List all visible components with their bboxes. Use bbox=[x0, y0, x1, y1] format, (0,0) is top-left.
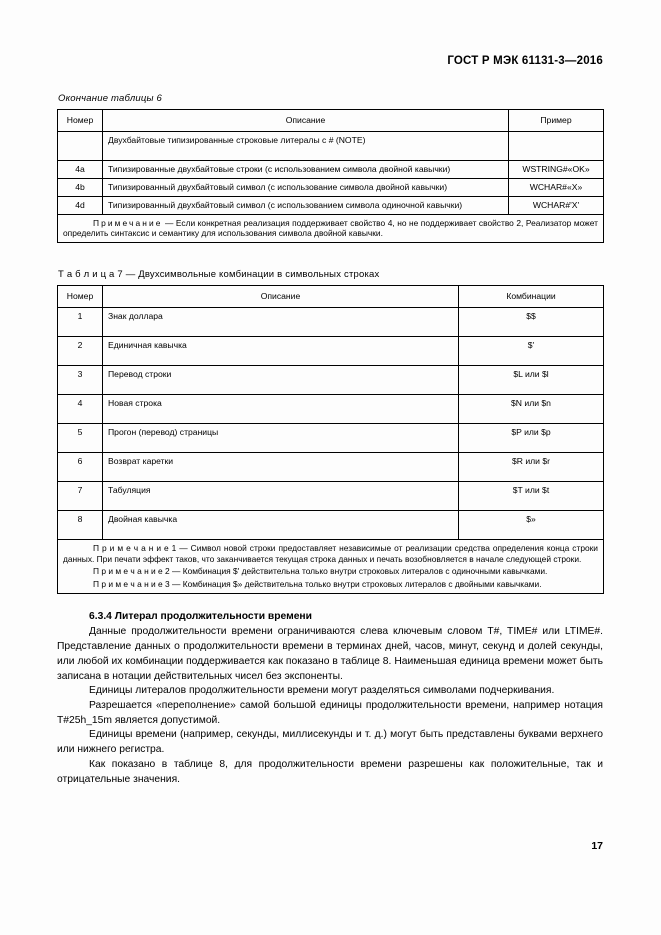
table7-cell-number: 6 bbox=[58, 452, 103, 481]
table7-cell-combination: $T или $t bbox=[459, 481, 604, 510]
table7-notes bbox=[58, 539, 604, 593]
table6-cell-example: WCHAR#'X' bbox=[509, 196, 604, 214]
table7-cell-combination: $L или $l bbox=[459, 365, 604, 394]
table7-caption bbox=[58, 269, 603, 280]
table7-cell-description: Прогон (перевод) страницы bbox=[103, 423, 459, 452]
table7-cell-combination: $$ bbox=[459, 307, 604, 336]
section-paragraph-5: Как показано в таблице 8, для продолжительности времени разрешены как положительные, так и отрицательные значения. bbox=[57, 758, 603, 785]
table7-cell-number: 4 bbox=[58, 394, 103, 423]
table7-col-description: Описание bbox=[103, 285, 459, 307]
table7-cell-number: 1 bbox=[58, 307, 103, 336]
table7-cell-combination: $R или $r bbox=[459, 452, 604, 481]
table7-note2 bbox=[63, 566, 598, 577]
table7-cell-number: 3 bbox=[58, 365, 103, 394]
table7-note3-text: — Комбинация $» действительна только внутри строковых литералов с двойными кавычками. bbox=[169, 578, 542, 589]
table7-caption-text: — Двухсимвольные комбинации в символьных строках bbox=[122, 268, 380, 280]
table6-note bbox=[58, 214, 604, 242]
page-content bbox=[57, 55, 603, 787]
table7-col-combination: Комбинации bbox=[459, 285, 604, 307]
section-paragraph-2: Единицы литералов продолжительности времени могут разделяться символами подчеркивания. bbox=[89, 685, 555, 697]
table-row bbox=[58, 423, 604, 452]
table7-cell-number: 8 bbox=[58, 510, 103, 539]
table6-cell-number: 4b bbox=[58, 178, 103, 196]
page-number: 17 bbox=[591, 840, 603, 852]
table7-note2-label: П р и м е ч а н и е 2 bbox=[93, 566, 170, 577]
section-paragraph-3: Разрешается «переполнение» самой большой единицы продолжительности времени, например нотация T#25h_15m является допустимой. bbox=[57, 700, 603, 726]
table6-note-paragraph bbox=[63, 218, 598, 239]
table6-cell-description: Типизированный двухбайтовый символ (с использование символа двойной кавычки) bbox=[103, 178, 509, 196]
table7-cell-number: 5 bbox=[58, 423, 103, 452]
table-7 bbox=[57, 285, 604, 594]
table-row bbox=[58, 365, 604, 394]
table7-header-row bbox=[58, 285, 604, 307]
table7-cell-number: 7 bbox=[58, 481, 103, 510]
table6-cell-number bbox=[58, 131, 103, 160]
table6-col-number: Номер bbox=[58, 110, 103, 132]
spacer-after-table6 bbox=[57, 243, 603, 269]
table6-cell-description: Двухбайтовые типизированные строковые литералы с # (NOTE) bbox=[103, 131, 509, 160]
table-row bbox=[58, 178, 604, 196]
section-heading-6-3-4: 6.3.4 Литерал продолжительности времени bbox=[89, 610, 312, 622]
table7-cell-description: Табуляция bbox=[103, 481, 459, 510]
table7-note3-label: П р и м е ч а н и е 3 bbox=[93, 578, 170, 589]
table-row bbox=[58, 160, 604, 178]
table7-cell-description: Возврат каретки bbox=[103, 452, 459, 481]
table6-cell-description: Типизированные двухбайтовые строки (с использованием символа двойной кавычки) bbox=[103, 160, 509, 178]
table6-cell-example bbox=[509, 131, 604, 160]
table7-cell-description: Единичная кавычка bbox=[103, 336, 459, 365]
section-paragraph-1: Данные продолжительности времени ограничиваются слева ключевым словом T#, TIME# или LTIME#. Представление данных о продолжительности времени в терминах дней, часов, минут, секунд и долей секунды, или любой их комбинации поддерживается как показано в таблице 8. Наименьшая единица времени может быть записана в нотации действительных чисел без экспоненты. bbox=[57, 626, 603, 682]
table7-cell-combination: $N или $n bbox=[459, 394, 604, 423]
table6-note-text: — Если конкретная реализация поддерживает свойство 4, но не поддерживает свойство 2, Реализатор может определить синтаксис и семантику для использования символа двойной кавычки. bbox=[63, 217, 598, 239]
table6-cell-number: 4d bbox=[58, 196, 103, 214]
table7-col-number: Номер bbox=[58, 285, 103, 307]
table7-note-row bbox=[58, 539, 604, 593]
document-standard-title: ГОСТ Р МЭК 61131-3—2016 bbox=[447, 55, 603, 67]
table7-note1 bbox=[63, 543, 598, 564]
table7-cell-description: Перевод строки bbox=[103, 365, 459, 394]
table7-cell-combination: $' bbox=[459, 336, 604, 365]
table7-cell-number: 2 bbox=[58, 336, 103, 365]
table7-cell-description: Знак доллара bbox=[103, 307, 459, 336]
table-row bbox=[58, 307, 604, 336]
table7-note1-text: — Символ новой строки предоставляет независимые от реализации средства определения конца строки данных. При печати эффект таков, что заканчивается текущая строка данных и печать возобновляется в начале следующей строки. bbox=[63, 542, 598, 564]
table-row bbox=[58, 131, 604, 160]
table6-cell-description: Типизированный двухбайтовый символ (с использованием символа одиночной кавычки) bbox=[103, 196, 509, 214]
table-6 bbox=[57, 109, 604, 243]
table7-note3 bbox=[63, 579, 598, 590]
table7-cell-combination: $» bbox=[459, 510, 604, 539]
table6-col-description: Описание bbox=[103, 110, 509, 132]
table6-header-row bbox=[58, 110, 604, 132]
table7-note2-text: — Комбинация $' действительна только внутри строковых литералов с одиночными кавычками. bbox=[169, 566, 548, 577]
section-paragraph-4: Единицы времени (например, секунды, миллисекунды и т. д.) могут быть представлены буквами верхнего или нижнего регистра. bbox=[57, 729, 603, 756]
table-row bbox=[58, 510, 604, 539]
table6-note-label: Примечание bbox=[93, 217, 163, 228]
table7-cell-description: Двойная кавычка bbox=[103, 510, 459, 539]
table-row bbox=[58, 196, 604, 214]
table-row bbox=[58, 452, 604, 481]
table6-note-row bbox=[58, 214, 604, 242]
table7-cell-combination: $P или $p bbox=[459, 423, 604, 452]
table7-note1-label: П р и м е ч а н и е 1 bbox=[93, 542, 177, 553]
table7-caption-label: Т а б л и ц а 7 bbox=[58, 268, 123, 280]
table-row bbox=[58, 481, 604, 510]
table6-cell-example: WSTRING#«OK» bbox=[509, 160, 604, 178]
table7-cell-description: Новая строка bbox=[103, 394, 459, 423]
table6-cell-example: WCHAR#«X» bbox=[509, 178, 604, 196]
table6-caption: Окончание таблицы 6 bbox=[58, 93, 163, 104]
table-row bbox=[58, 336, 604, 365]
table6-cell-number: 4a bbox=[58, 160, 103, 178]
spacer-after-table7 bbox=[57, 594, 603, 610]
table6-col-example: Пример bbox=[509, 110, 604, 132]
table-row bbox=[58, 394, 604, 423]
